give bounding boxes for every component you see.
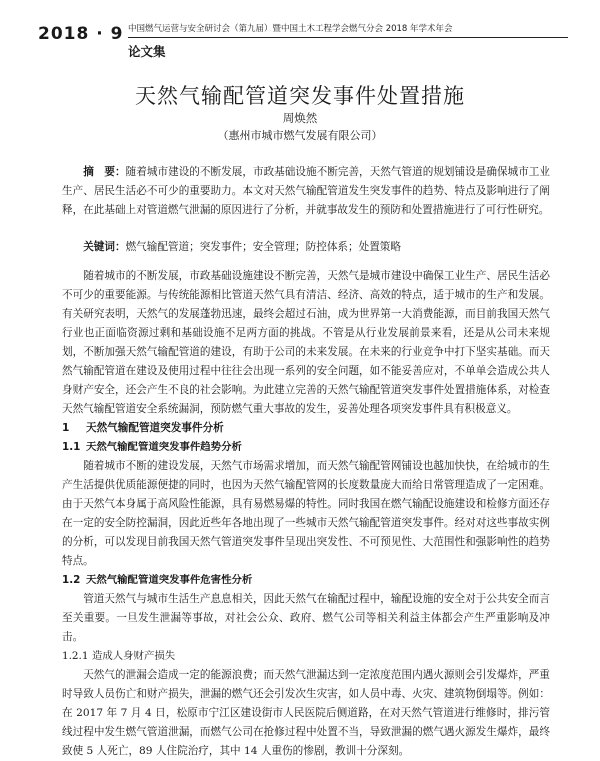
subsection-title: 天然气输配管道突发事件危害性分析: [86, 574, 253, 586]
subsubsection-heading: [62, 647, 550, 666]
abstract-text: 随着城市建设的不断发展，市政基础设施不断完善，天然气管道的规划铺设是确保城市工业生产、居民生活必不可少的重要助力。本文对天然气输配管道发生突发事件的趋势、特点及影响进行了阐释，在此基础上对管道燃气泄漏的原因进行了分析，并就事故发生的预防和处置措施进行了可行性研究。: [62, 166, 551, 216]
section-number: 1: [62, 422, 70, 434]
article-title: 天然气输配管道突发事件处置措施: [135, 84, 465, 109]
subsubsection-number: 1.2.1: [62, 650, 89, 662]
body-paragraph: 随着城市不断的建设发展，天然气市场需求增加，而天然气输配管网铺设也越加快快，在给城市的生产生活提供优质能源便捷的同时，也因为天然气输配管网的长度数量庞大而给日常管理造成了一定困难。由于天然气本身属于高风险性能源，具有易燃易爆的特性。同时我国在燃气输配设施建设和检修方面还存在一定的安全防控漏洞，因此近些年各地出现了一些城市天然气输配管道突发事件。经对对这些事故实例的分析，可以发现目前我国天然气管道突发事件呈现出突发性、不可预见性、大范围性和强影响性的趋势特点。: [62, 460, 550, 567]
intro-paragraph: 随着城市的不断发展，市政基础设施建设不断完善，天然气是城市建设中确保工业生产、居民生活必不可少的重要能源。与传统能源相比管道天然气具有清洁、经济、高效的特点，适于城市的生产和发展。有关研究表明，天然气的发展蓬勃迅速，最终会超过石油，成为世界第一大消费能源，而目前我国天然气行业也正面临资源过剩和基础设施不足两方面的挑战。不管是从行业发展前景来看，还是从公司未来规划，不断加强天然气输配管道的建设，有助于公司的未来发展。在未来的行业竞争中打下坚实基础。而天然气输配管道在建设及使用过程中往往会出现一系列的安全问题，如不能妥善应对，不单单会造成公共人身财产安全，还会产生不良的社会影响。为此建立完善的天然气输配管道突发事件处置措施体系，对检查天然气输配管道安全系统漏洞，预防燃气重大事故的发生，妥善处理各项突发事件具有积极意义。: [62, 270, 550, 415]
subsection-number: 1.1: [62, 441, 81, 453]
author-name: 周焕然: [282, 111, 318, 125]
conference-name: 中国燃气运营与安全研讨会（第九届）暨中国土木工程学会燃气分会 2018 年学术年会: [128, 22, 568, 38]
body-paragraph: 管道天然气与城市生活生产息息相关，因此天然气在输配过程中，输配设施的安全对于公共安全而言至关重要。一旦发生泄漏等事故，对社会公众、政府、燃气公司等相关利益主体都会产生严重影响及冲击。: [62, 593, 550, 643]
section-title: 天然气输配管道突发事件分析: [86, 422, 224, 434]
page-header: [0, 8, 600, 59]
abstract-label: 摘 要：: [83, 166, 126, 178]
keywords-label: 关键词：: [83, 241, 126, 253]
subsection-heading: [62, 571, 550, 590]
collection-label: 论文集: [128, 44, 166, 59]
subsection-title: 天然气输配管道突发事件趋势分析: [86, 441, 242, 453]
subsection-number: 1.2: [62, 574, 81, 586]
keywords: [62, 238, 550, 257]
subsection-heading: [62, 438, 550, 457]
section-heading: [62, 419, 550, 438]
subsubsection-title: 造成人身财产损失: [92, 650, 176, 662]
body-paragraph: 天然气的泄漏会造成一定的能源浪费；而天然气泄漏达到一定浓度范围内遇火源则会引发爆炸，严重时导致人员伤亡和财产损失，泄漏的燃气还会引发次生灾害，如人员中毒、火灾、建筑物倒塌等。例如：在 2017 年 7 月 4 日，松原市宁江区建设街市人民医院后侧道路，在对天然气管道进行维修时，排污管线过程中发生燃气管道泄漏，而燃气公司在抢修过程中处置不当，导致泄漏的燃气遇火源发生爆炸，最终致使 5 人死亡，89 人住院治疗，其中 14 人重伤的惨剧，教训十分深刻。: [62, 669, 550, 757]
article-body: [62, 267, 550, 761]
issue-number: 2018 · 9: [38, 24, 124, 44]
author-affiliation: （惠州市城市燃气发展有限公司）: [217, 129, 383, 142]
abstract: [62, 163, 550, 220]
keywords-text: 燃气输配管道；突发事件；安全管理；防控体系；处置策略: [125, 241, 401, 253]
